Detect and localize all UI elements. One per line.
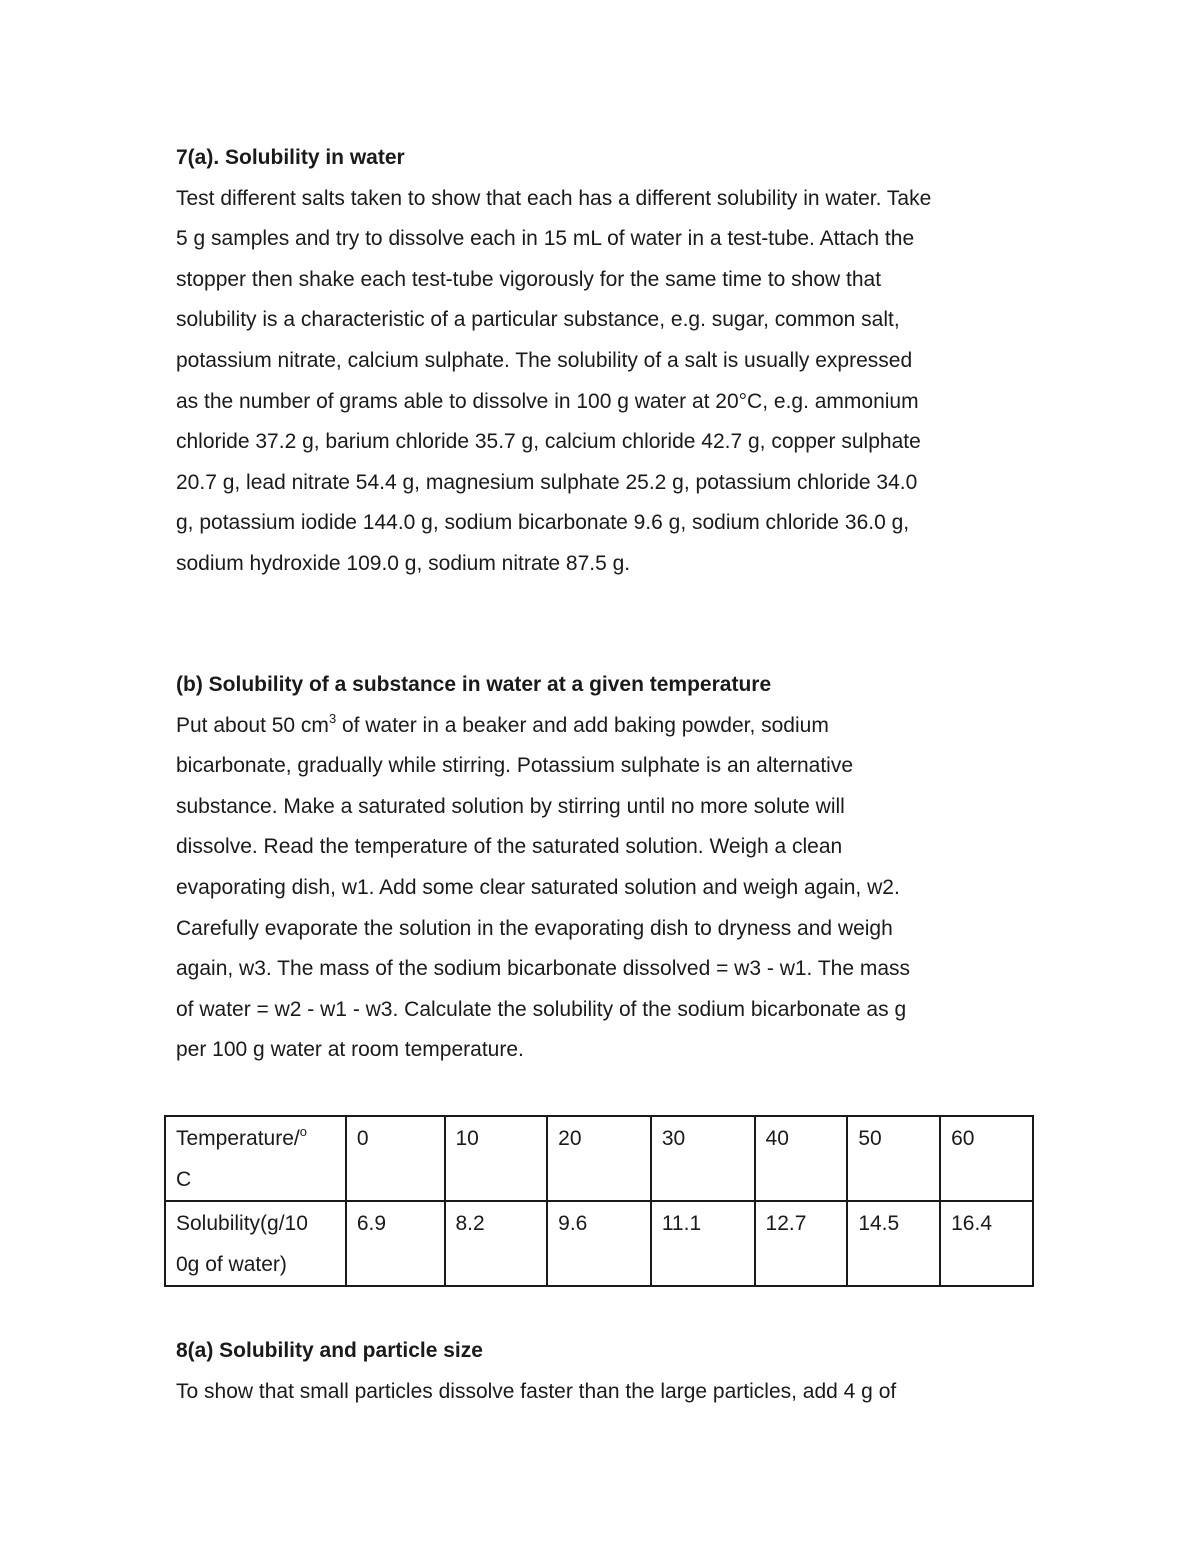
table-cell: 16.4 — [940, 1201, 1033, 1286]
table-cell: 0 — [346, 1116, 445, 1201]
text-line: sodium hydroxide 109.0 g, sodium nitrate 87.5 g. — [176, 551, 631, 575]
table-row-label — [165, 1201, 346, 1286]
text-fragment: Put about 50 cm — [176, 713, 329, 737]
table-cell: 60 — [940, 1116, 1033, 1201]
section-7a — [176, 138, 1036, 585]
text-line: potassium nitrate, calcium sulphate. The solubility of a salt is usually expressed — [176, 348, 913, 372]
text-line: 5 g samples and try to dissolve each in 15 mL of water in a test-tube. Attach the — [176, 227, 915, 251]
text-line: Carefully evaporate the solution in the evaporating dish to dryness and weigh — [176, 916, 893, 940]
table-cell: 14.5 — [847, 1201, 940, 1286]
section-8a — [176, 1331, 1036, 1412]
text-line — [176, 706, 1036, 747]
text-line: chloride 37.2 g, barium chloride 35.7 g, calcium chloride 42.7 g, copper sulphate — [176, 430, 921, 454]
table-cell: 30 — [651, 1116, 755, 1201]
table-cell: 40 — [755, 1116, 848, 1201]
superscript: o — [299, 1124, 307, 1139]
text-line: 20.7 g, lead nitrate 54.4 g, magnesium sulphate 25.2 g, potassium chloride 34.0 — [176, 470, 918, 494]
table-cell: 6.9 — [346, 1201, 445, 1286]
section-8a-paragraph — [176, 1372, 1036, 1413]
table-cell: 50 — [847, 1116, 940, 1201]
table-row-label — [165, 1116, 346, 1201]
text-line: stopper then shake each test-tube vigorously for the same time to show that — [176, 267, 882, 291]
text-line: dissolve. Read the temperature of the saturated solution. Weigh a clean — [176, 835, 843, 859]
section-b-heading: (b) Solubility of a substance in water at a given temperature — [176, 673, 772, 696]
text-line: per 100 g water at room temperature. — [176, 1038, 524, 1062]
superscript: 3 — [328, 710, 337, 726]
text-line: Test different salts taken to show that each has a different solubility in water. Take — [176, 186, 932, 210]
label-text: C — [176, 1167, 192, 1191]
label-text: 0g of water) — [176, 1252, 287, 1276]
table-row-temperature — [165, 1116, 1033, 1201]
table-row-solubility — [165, 1201, 1033, 1286]
text-line: evaporating dish, w1. Add some clear saturated solution and weigh again, w2. — [176, 875, 900, 899]
text-line: substance. Make a saturated solution by stirring until no more solute will — [176, 794, 845, 818]
table-cell: 10 — [445, 1116, 548, 1201]
section-7a-paragraph — [176, 179, 1036, 585]
text-line: solubility is a characteristic of a particular substance, e.g. sugar, common salt, — [176, 308, 900, 332]
text-line: as the number of grams able to dissolve in 100 g water at 20°C, e.g. ammonium — [176, 389, 919, 413]
table-cell: 11.1 — [651, 1201, 755, 1286]
text-line: bicarbonate, gradually while stirring. Potassium sulphate is an alternative — [176, 754, 854, 778]
section-8a-heading: 8(a) Solubility and particle size — [176, 1339, 483, 1362]
text-fragment: of water in a beaker and add baking powder, sodium — [336, 713, 829, 737]
section-b — [176, 665, 1036, 1071]
label-text: Temperature/ — [176, 1127, 300, 1150]
table-cell: 9.6 — [547, 1201, 651, 1286]
label-text: Solubility(g/10 — [176, 1212, 308, 1236]
text-line: g, potassium iodide 144.0 g, sodium bicarbonate 9.6 g, sodium chloride 36.0 g, — [176, 511, 910, 535]
text-line: again, w3. The mass of the sodium bicarbonate dissolved = w3 - w1. The mass — [176, 957, 911, 981]
table-cell: 8.2 — [445, 1201, 548, 1286]
table-cell: 20 — [547, 1116, 651, 1201]
table-cell: 12.7 — [755, 1201, 848, 1286]
text-line: To show that small particles dissolve faster than the large particles, add 4 g of — [176, 1379, 897, 1403]
solubility-table — [164, 1115, 1034, 1287]
section-7a-heading: 7(a). Solubility in water — [176, 146, 405, 169]
text-line: of water = w2 - w1 - w3. Calculate the solubility of the sodium bicarbonate as g — [176, 997, 907, 1021]
section-b-paragraph — [176, 706, 1036, 1071]
